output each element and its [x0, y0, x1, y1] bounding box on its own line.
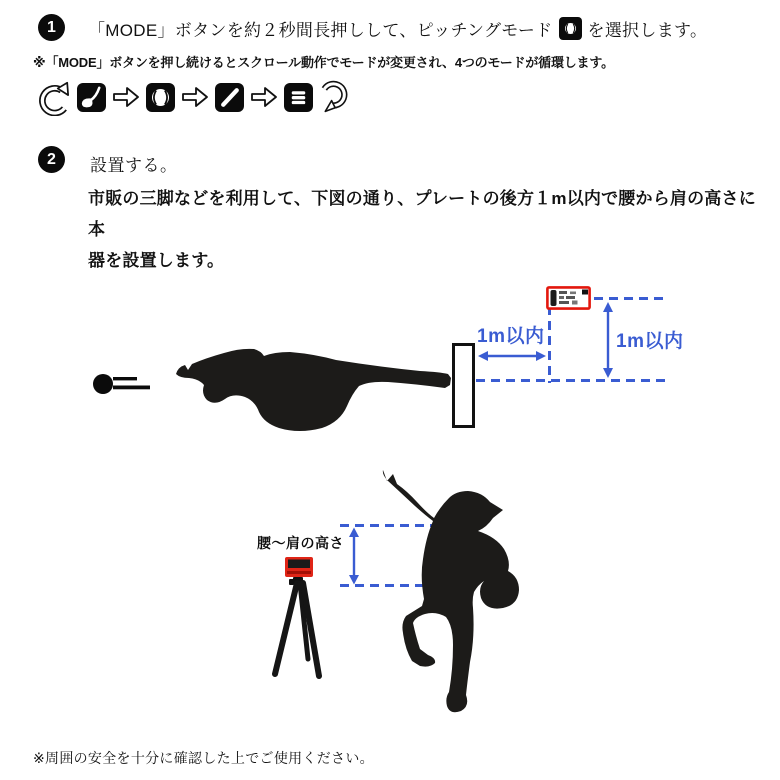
lower-dashed-line: [476, 379, 669, 382]
cycle-start-arrow-icon: [33, 78, 71, 116]
pitcher-silhouette: [370, 465, 530, 720]
golf-club-icon: [77, 83, 106, 112]
step1-text-before: 「MODE」ボタンを約２秒間長押しして、ピッチングモード: [88, 21, 553, 40]
baseball-mode-icon-row: [146, 83, 175, 112]
ball-icon: [93, 374, 113, 394]
bat-mode-icon: [215, 83, 244, 112]
step1-instruction: [88, 16, 707, 41]
speed-device-icon: [546, 286, 591, 310]
baseball-icon: [561, 19, 580, 38]
footer-note: ※周囲の安全を十分に確認した上でご使用ください。: [33, 750, 374, 766]
step1-note: ※「MODE」ボタンを押し続けるとスクロール動作でモードが変更され、4つのモードが循環します。: [33, 55, 614, 70]
step1-badge: [38, 14, 65, 41]
mode-cycle-row: [33, 78, 355, 116]
step2-body-line2: 器を設置します。: [88, 251, 225, 270]
baseball-icon: [146, 83, 175, 112]
vertical-dashed-line: [548, 306, 551, 383]
menu-mode-icon: [284, 83, 313, 112]
baseball-mode-icon: [559, 17, 582, 40]
next-arrow-icon: [250, 85, 278, 109]
waist-shoulder-dimension-arrow: [346, 527, 362, 585]
step2-title: 設置する。: [90, 156, 178, 175]
horizontal-dimension-arrow: [477, 348, 547, 364]
step2-badge: [38, 146, 65, 173]
speed-line: [113, 386, 150, 390]
cycle-return-arrow-icon: [319, 78, 355, 116]
distance-label: 1m以内: [477, 326, 545, 347]
step2-body: [88, 183, 768, 276]
step1-number: 1: [47, 18, 56, 36]
home-plate: [452, 343, 475, 428]
waist-shoulder-label: 腰〜肩の高さ: [257, 535, 344, 551]
golf-mode-icon: [77, 83, 106, 112]
height-range-label: 1m以内: [616, 331, 684, 352]
next-arrow-icon: [181, 85, 209, 109]
tripod-with-device-icon: [255, 550, 335, 682]
speed-line: [113, 377, 137, 380]
bat-icon: [215, 83, 244, 112]
step2-body-line1: 市販の三脚などを利用して、下図の通り、プレートの後方１m以内で腰から肩の高さに本: [88, 189, 756, 239]
menu-icon: [284, 83, 313, 112]
next-arrow-icon: [112, 85, 140, 109]
player-silhouette: [176, 349, 451, 431]
vertical-dimension-arrow: [600, 301, 616, 379]
upper-dashed-line: [594, 297, 668, 300]
step2-number: 2: [47, 150, 56, 168]
step1-text-after: を選択します。: [587, 21, 708, 40]
sliding-player-and-ball-diagram: [88, 340, 468, 440]
